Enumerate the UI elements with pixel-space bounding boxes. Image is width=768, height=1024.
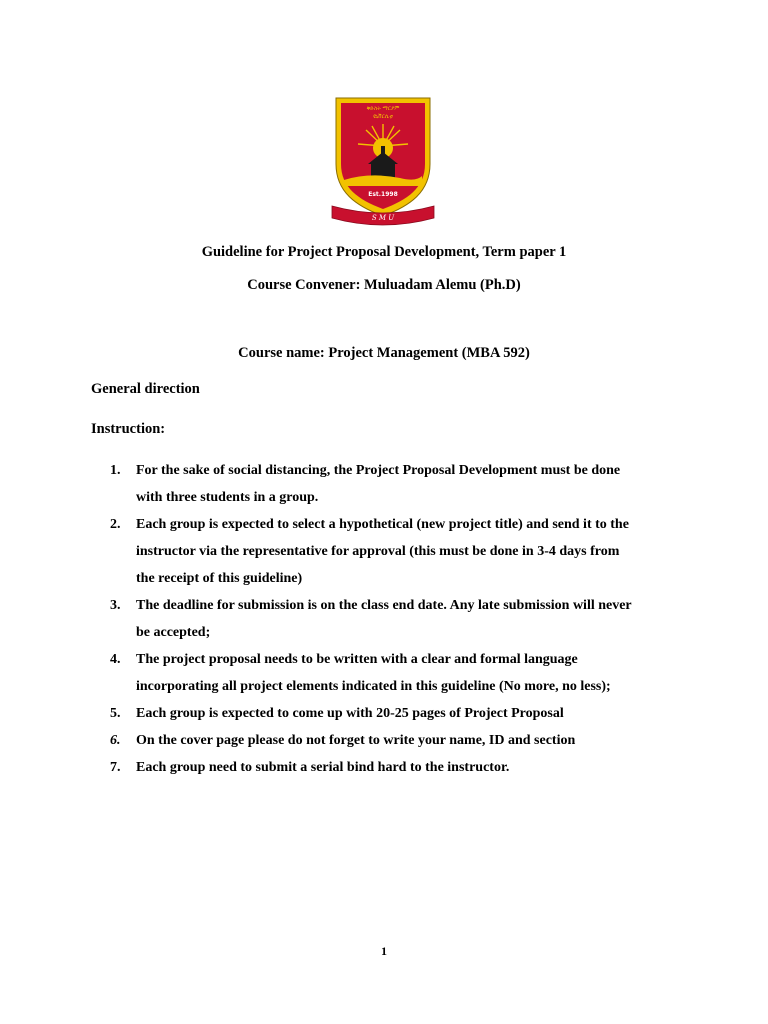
list-item-line: instructor via the representative for approval (this must be done in 3-4 days from	[136, 544, 620, 559]
list-item-number: 2.	[110, 517, 121, 532]
instruction-heading: Instruction:	[91, 421, 166, 437]
svg-text:S M U: S M U	[371, 214, 395, 222]
list-item-number: 4.	[110, 652, 121, 667]
list-item	[110, 700, 670, 727]
list-item-line: Each group is expected to select a hypothetical (new project title) and send it to the	[136, 517, 629, 532]
list-item	[110, 754, 670, 781]
list-item-line: The project proposal needs to be written with a clear and formal language	[136, 652, 578, 667]
logo-established-text: Est.1998	[368, 191, 398, 198]
course-convener: Course Convener: Muluadam Alemu (Ph.D)	[247, 277, 521, 293]
svg-text:ዩኒቨርሲቲ: ዩኒቨርሲቲ	[373, 114, 393, 120]
course-name: Course name: Project Management (MBA 592)	[238, 345, 530, 361]
list-item-number: 3.	[110, 598, 121, 613]
university-logo	[330, 94, 436, 228]
list-item-line: incorporating all project elements indicated in this guideline (No more, no less);	[136, 679, 611, 694]
list-item	[110, 727, 670, 754]
instruction-list	[110, 457, 670, 781]
list-item-line: The deadline for submission is on the class end date. Any late submission will never	[136, 598, 632, 613]
list-item-line: be accepted;	[136, 625, 211, 640]
list-item-line: On the cover page please do not forget to write your name, ID and section	[136, 733, 576, 748]
list-item-line: with three students in a group.	[136, 490, 319, 505]
list-item	[110, 511, 670, 592]
list-item	[110, 592, 670, 646]
list-item-line: Each group need to submit a serial bind hard to the instructor.	[136, 760, 510, 775]
general-direction-heading: General direction	[91, 381, 200, 397]
list-item-line: For the sake of social distancing, the Project Proposal Development must be done	[136, 463, 621, 478]
list-item-line: Each group is expected to come up with 20-25 pages of Project Proposal	[136, 706, 564, 721]
logo-amharic-text: ቅድስት ማርያም	[366, 106, 400, 112]
list-item-line: the receipt of this guideline)	[136, 571, 303, 586]
page-number: 1	[381, 944, 387, 958]
list-item-number: 5.	[110, 706, 121, 721]
list-item-number: 1.	[110, 463, 121, 478]
document-title: Guideline for Project Proposal Development, Term paper 1	[201, 244, 567, 260]
list-item	[110, 646, 670, 700]
list-item-number: 6.	[110, 733, 121, 748]
list-item-number: 7.	[110, 760, 121, 775]
list-item	[110, 457, 670, 511]
